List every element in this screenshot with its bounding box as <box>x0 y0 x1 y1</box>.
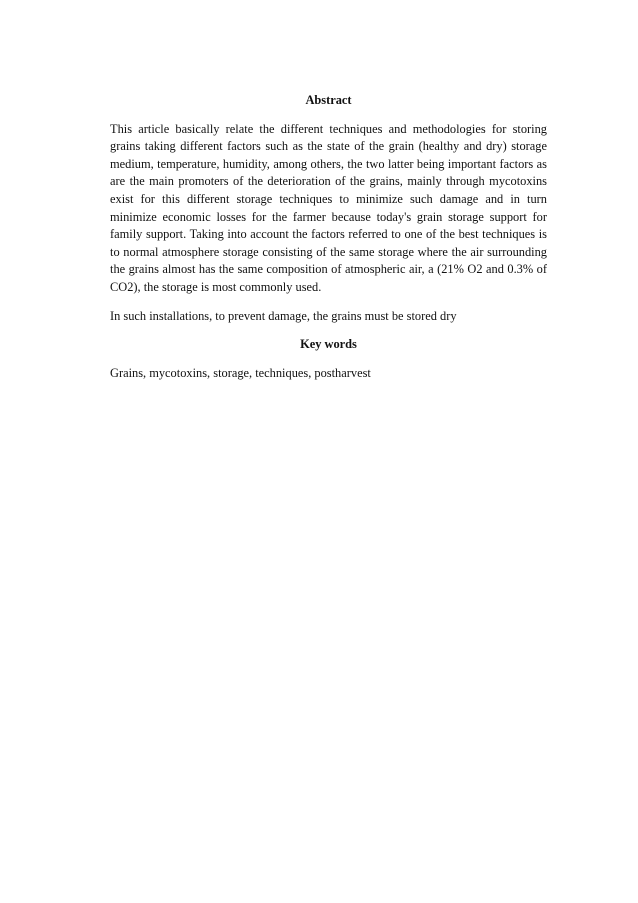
keywords-heading: Key words <box>300 337 357 352</box>
keywords-text: Grains, mycotoxins, storage, techniques, postharvest <box>110 365 371 380</box>
abstract-heading: Abstract <box>305 93 352 107</box>
page-content <box>110 92 547 382</box>
abstract-note: In such installations, to prevent damage, the grains must be stored dry <box>110 308 457 323</box>
abstract-body: This article basically relate the different techniques and methodologies for storing grains taking different factors such as the state of the grain (healthy and dry) storage medium, temperature, humidity, among others, the two latter being important factors as are the main promoters of the deterioration of the grains, mainly through mycotoxins exist for this different storage techniques to minimize such damage and in turn minimize economic losses for the farmer because today's grain storage support for family support. Taking into account the factors referred to one of the best techniques is to normal atmosphere storage consisting of the same storage where the air surrounding the grains almost has the same composition of atmospheric air, a (21% O2 and 0.3% of CO2), the storage is most commonly used. <box>110 121 547 294</box>
